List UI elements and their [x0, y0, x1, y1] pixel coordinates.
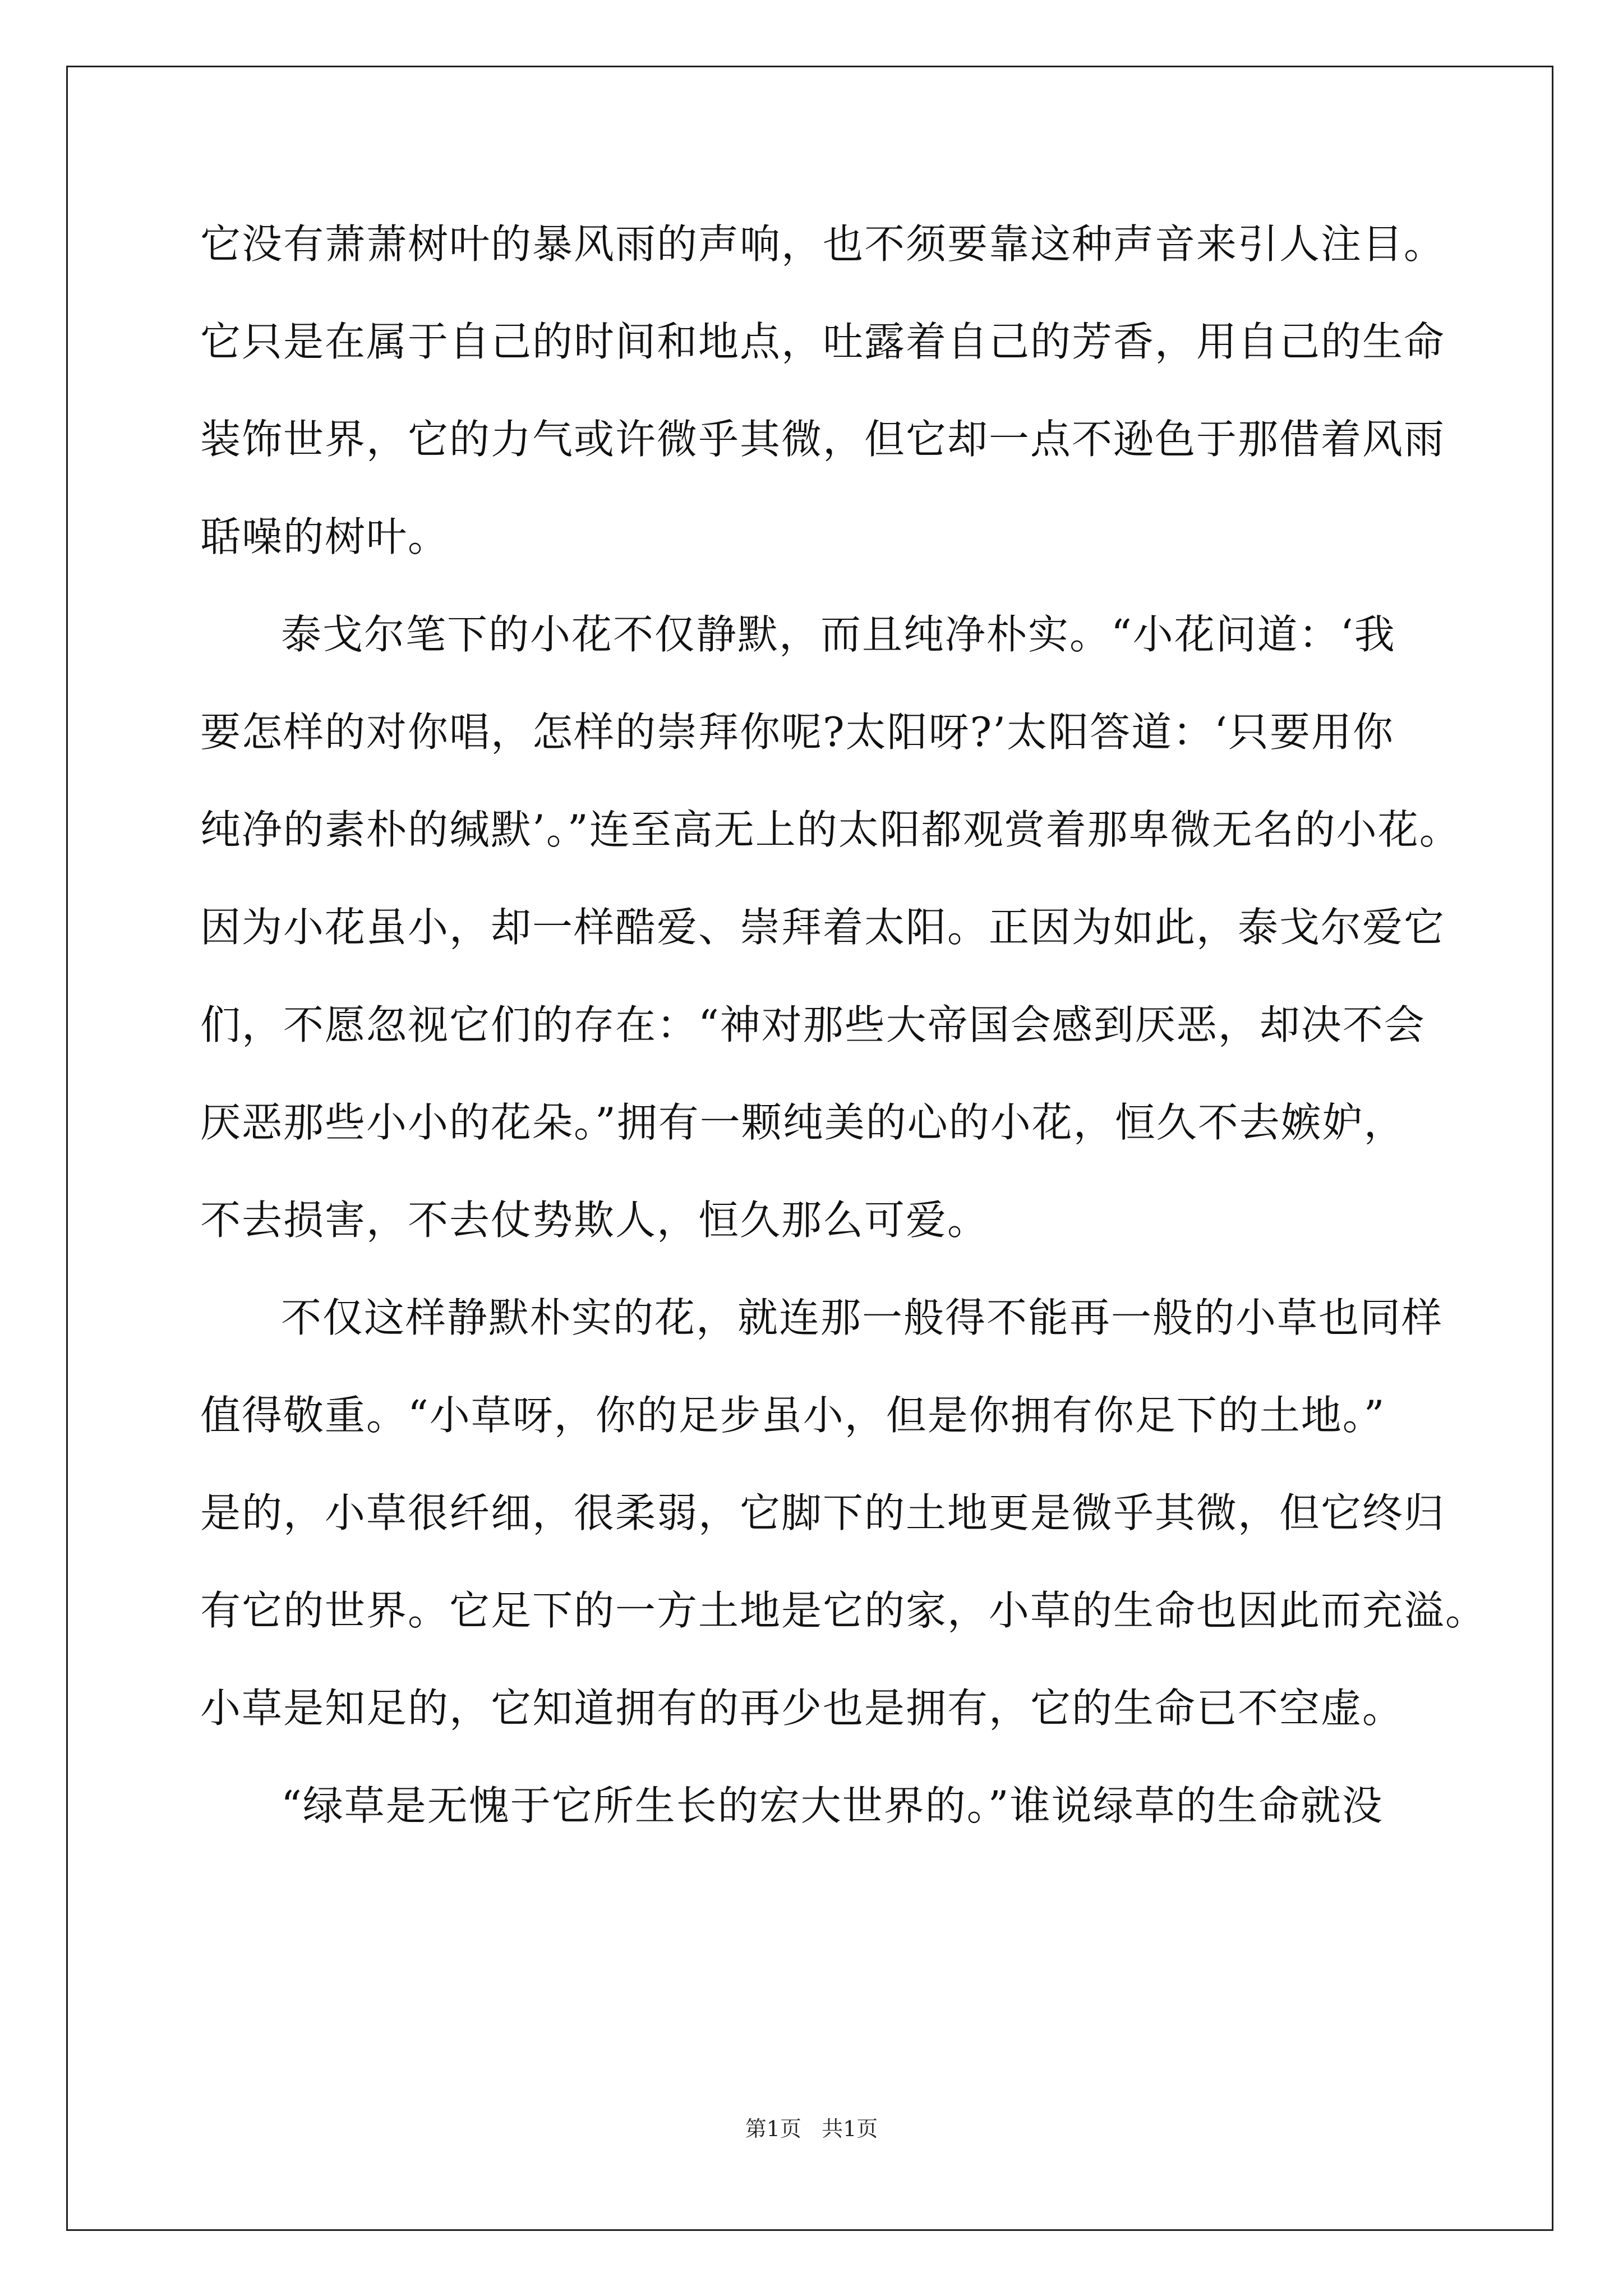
text-line: 要怎样的对你唱，怎样的崇拜你呢?太阳呀?’太阳答道：‘只要用你	[200, 708, 1394, 756]
paragraph-start-line: “绿草是无愧于它所生长的宏大世界的。”谁说绿草的生命就没	[281, 1782, 1384, 1829]
text-line: 不去损害，不去仗势欺人，恒久那么可爱。	[200, 1197, 989, 1244]
text-line: 因为小花虽小，却一样酷爱、崇拜着太阳。正因为如此，泰戈尔爱它	[200, 904, 1446, 951]
document-body	[200, 195, 1487, 1855]
text-line: 们，不愿忽视它们的存在：“神对那些大帝国会感到厌恶，却决不会	[200, 1001, 1426, 1048]
text-line: 是的，小草很纤细，很柔弱，它脚下的土地更是微乎其微，但它终归	[200, 1489, 1446, 1536]
page-footer	[0, 2115, 1623, 2143]
paragraph-start-line: 不仅这样静默朴实的花，就连那一般得不能再一般的小草也同样	[281, 1294, 1444, 1341]
text-line: 它没有萧萧树叶的暴风雨的声响，也不须要靠这种声音来引人注目。	[200, 220, 1446, 268]
text-line: 小草是知足的，它知道拥有的再少也是拥有，它的生命已不空虚。	[200, 1685, 1404, 1732]
text-line: 它只是在属于自己的时间和地点，吐露着自己的芳香，用自己的生命	[200, 318, 1446, 365]
paragraph-start-line: 泰戈尔笔下的小花不仅静默，而且纯净朴实。“小花问道：‘我	[281, 611, 1396, 658]
text-line: 值得敬重。“小草呀，你的足步虽小，但是你拥有你足下的土地。”	[200, 1392, 1386, 1439]
text-line: 厌恶那些小小的花朵。”拥有一颗纯美的心的小花，恒久不去嫉妒，	[200, 1099, 1405, 1146]
page-number: 第1页	[745, 2116, 801, 2141]
text-line: 有它的世界。它足下的一方土地是它的家，小草的生命也因此而充溢。	[200, 1587, 1487, 1634]
text-line: 聒噪的树叶。	[200, 513, 450, 560]
page-total: 共1页	[822, 2116, 878, 2141]
text-line: 纯净的素朴的缄默’。”连至高无上的太阳都观赏着那卑微无名的小花。	[200, 806, 1461, 853]
text-line: 装饰世界，它的力气或许微乎其微，但它却一点不逊色于那借着风雨	[200, 416, 1446, 463]
